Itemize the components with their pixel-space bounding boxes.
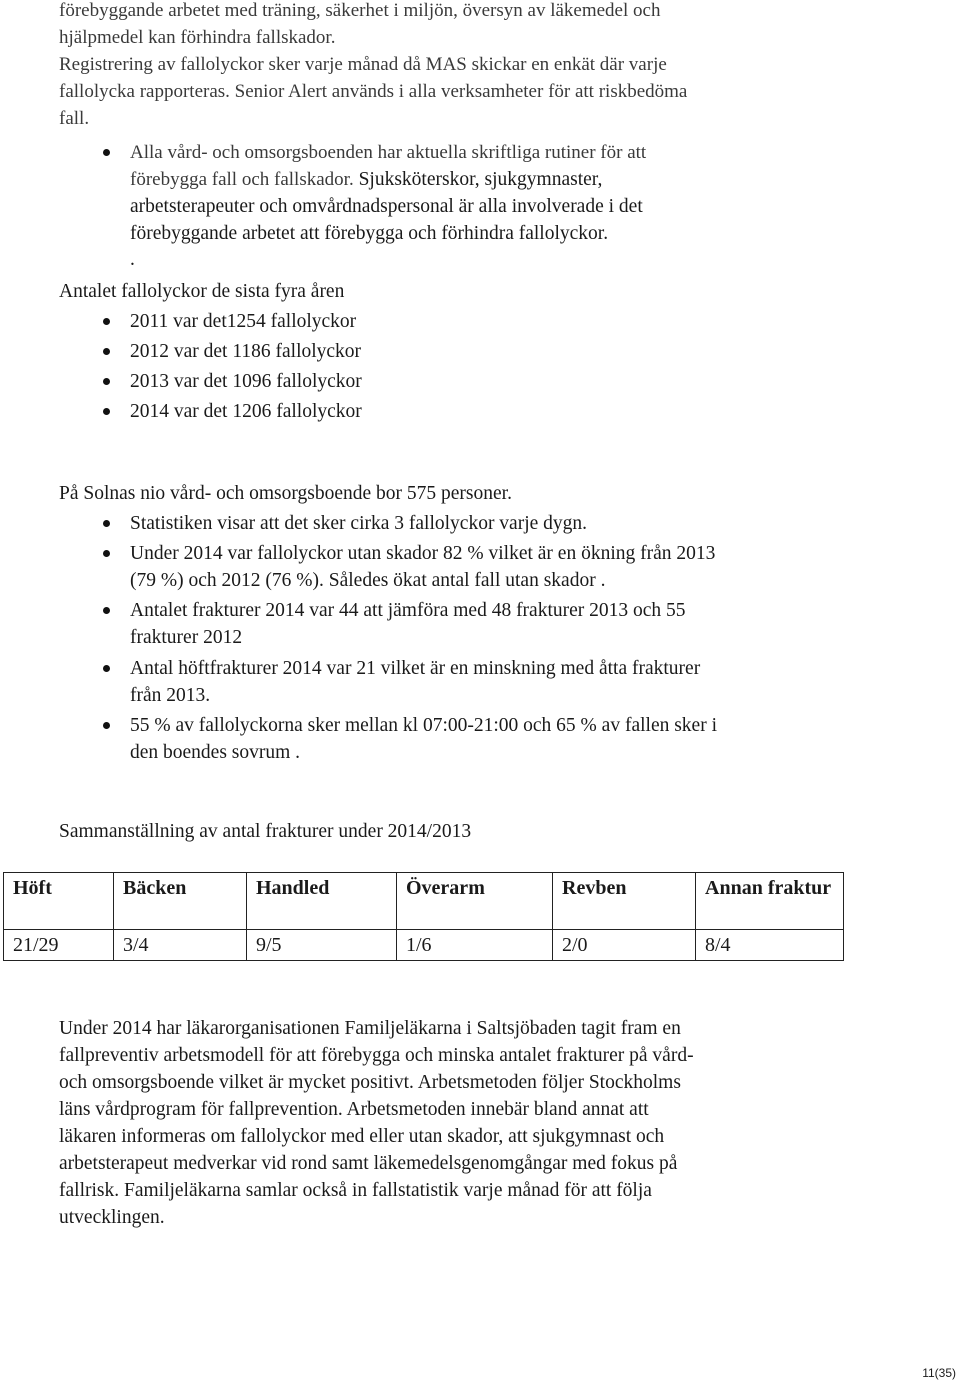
bullet-icon xyxy=(103,318,110,325)
routines-bullet xyxy=(130,139,830,247)
list-item xyxy=(130,308,830,338)
closing-line: fallrisk. Familjeläkarna samlar också in fallstatistik varje månad för att följa xyxy=(59,1180,652,1201)
fracture-table xyxy=(3,872,844,961)
stats-line: Statistiken visar att det sker cirka 3 fallolyckor varje dygn. xyxy=(130,513,588,534)
yearly-list xyxy=(130,308,830,428)
stats-line: 55 % av fallolyckorna sker mellan kl 07:00-21:00 och 65 % av fallen sker i xyxy=(130,715,717,736)
intro-paragraph xyxy=(59,0,687,132)
stats-line: Antalet frakturer 2014 var 44 att jämföra med 48 frakturer 2013 och 55 xyxy=(130,600,686,621)
intro-line: förebyggande arbetet med träning, säkerhet i miljön, översyn av läkemedel och xyxy=(59,0,661,21)
list-item xyxy=(130,368,830,398)
list-item xyxy=(130,398,830,428)
table-cell: 2/0 xyxy=(553,930,696,961)
routines-line xyxy=(130,166,830,193)
stats-bullet xyxy=(130,712,830,766)
intro-line: fallolycka rapporteras. Senior Alert används i alla verksamheter för att riskbedöma xyxy=(59,81,688,102)
list-item-text: 2012 var det 1186 fallolyckor xyxy=(130,341,362,362)
bullet-icon xyxy=(103,520,110,527)
stats-heading: På Solnas nio vård- och omsorgsboende bor 575 personer. xyxy=(59,483,512,504)
stats-line: Under 2014 var fallolyckor utan skador 82 % vilket är en ökning från 2013 xyxy=(130,543,716,564)
table-header-cell: Annan fraktur xyxy=(696,873,844,930)
list-item-text: 2011 var det1254 fallolyckor xyxy=(130,311,357,332)
list-item-text: 2014 var det 1206 fallolyckor xyxy=(130,401,362,422)
stray-dot: . xyxy=(130,249,135,270)
bullet-icon xyxy=(103,348,110,355)
stats-line: frakturer 2012 xyxy=(130,627,243,648)
stats-line: den boendes sovrum . xyxy=(130,742,301,763)
table-header-row xyxy=(4,873,844,930)
bullet-icon xyxy=(103,665,110,672)
table-cell: 3/4 xyxy=(114,930,247,961)
table-cell: 8/4 xyxy=(696,930,844,961)
table-cell: 1/6 xyxy=(397,930,553,961)
list-item xyxy=(130,338,830,368)
bullet-icon xyxy=(103,408,110,415)
table-header-cell: Handled xyxy=(247,873,397,930)
stats-line: (79 %) och 2012 (76 %). Således ökat antal fall utan skador . xyxy=(130,570,606,591)
closing-line: läkaren informeras om fallolyckor med eller utan skador, att sjukgymnast och xyxy=(59,1126,665,1147)
closing-line: arbetsterapeut medverkar vid rond samt läkemedelsgenomgångar med fokus på xyxy=(59,1153,678,1174)
bullet-icon xyxy=(103,607,110,614)
table-header-cell: Revben xyxy=(553,873,696,930)
intro-line: hjälpmedel kan förhindra fallskador. xyxy=(59,27,336,48)
closing-line: Under 2014 har läkarorganisationen Familjeläkarna i Saltsjöbaden tagit fram en xyxy=(59,1018,681,1039)
stats-line: Antal höftfrakturer 2014 var 21 vilket är en minskning med åtta frakturer xyxy=(130,658,701,679)
bullet-icon xyxy=(103,722,110,729)
stats-bullet xyxy=(130,510,830,537)
table-cell: 9/5 xyxy=(247,930,397,961)
routines-line: Alla vård- och omsorgsboenden har aktuella skriftliga rutiner för att xyxy=(130,142,647,163)
table-header-cell: Överarm xyxy=(397,873,553,930)
stats-bullet xyxy=(130,597,830,651)
table-row xyxy=(4,930,844,961)
routines-line-part: förebygga fall och fallskador. xyxy=(130,169,354,190)
bullet-icon xyxy=(103,378,110,385)
table-cell: 21/29 xyxy=(4,930,114,961)
table-header-cell: Höft xyxy=(4,873,114,930)
stats-line: från 2013. xyxy=(130,685,211,706)
intro-line: Registrering av fallolyckor sker varje månad då MAS skickar en enkät där varje xyxy=(59,54,667,75)
page-number: 11(35) xyxy=(922,1366,956,1380)
stats-bullet xyxy=(130,655,830,709)
routines-line-part: Sjuksköterskor, sjukgymnaster, xyxy=(353,169,603,190)
list-item-text: 2013 var det 1096 fallolyckor xyxy=(130,371,362,392)
fracture-table-title: Sammanställning av antal frakturer under 2014/2013 xyxy=(59,821,472,842)
routines-line: arbetsterapeuter och omvårdnadspersonal är alla involverade i det xyxy=(130,196,643,217)
bullet-icon xyxy=(103,550,110,557)
closing-line: fallpreventiv arbetsmodell för att förebygga och minska antalet frakturer på vård- xyxy=(59,1045,694,1066)
intro-line: fall. xyxy=(59,108,90,129)
table-header-cell: Bäcken xyxy=(114,873,247,930)
yearly-heading: Antalet fallolyckor de sista fyra åren xyxy=(59,281,345,302)
closing-paragraph xyxy=(59,1015,694,1231)
stats-bullet xyxy=(130,540,830,594)
closing-line: utvecklingen. xyxy=(59,1207,165,1228)
routines-line: förebyggande arbetet att förebygga och förhindra fallolyckor. xyxy=(130,223,609,244)
closing-line: och omsorgsboende vilket är mycket positivt. Arbetsmetoden följer Stockholms xyxy=(59,1072,681,1093)
bullet-icon xyxy=(103,149,110,156)
closing-line: läns vårdprogram för fallprevention. Arbetsmetoden innebär bland annat att xyxy=(59,1099,649,1120)
